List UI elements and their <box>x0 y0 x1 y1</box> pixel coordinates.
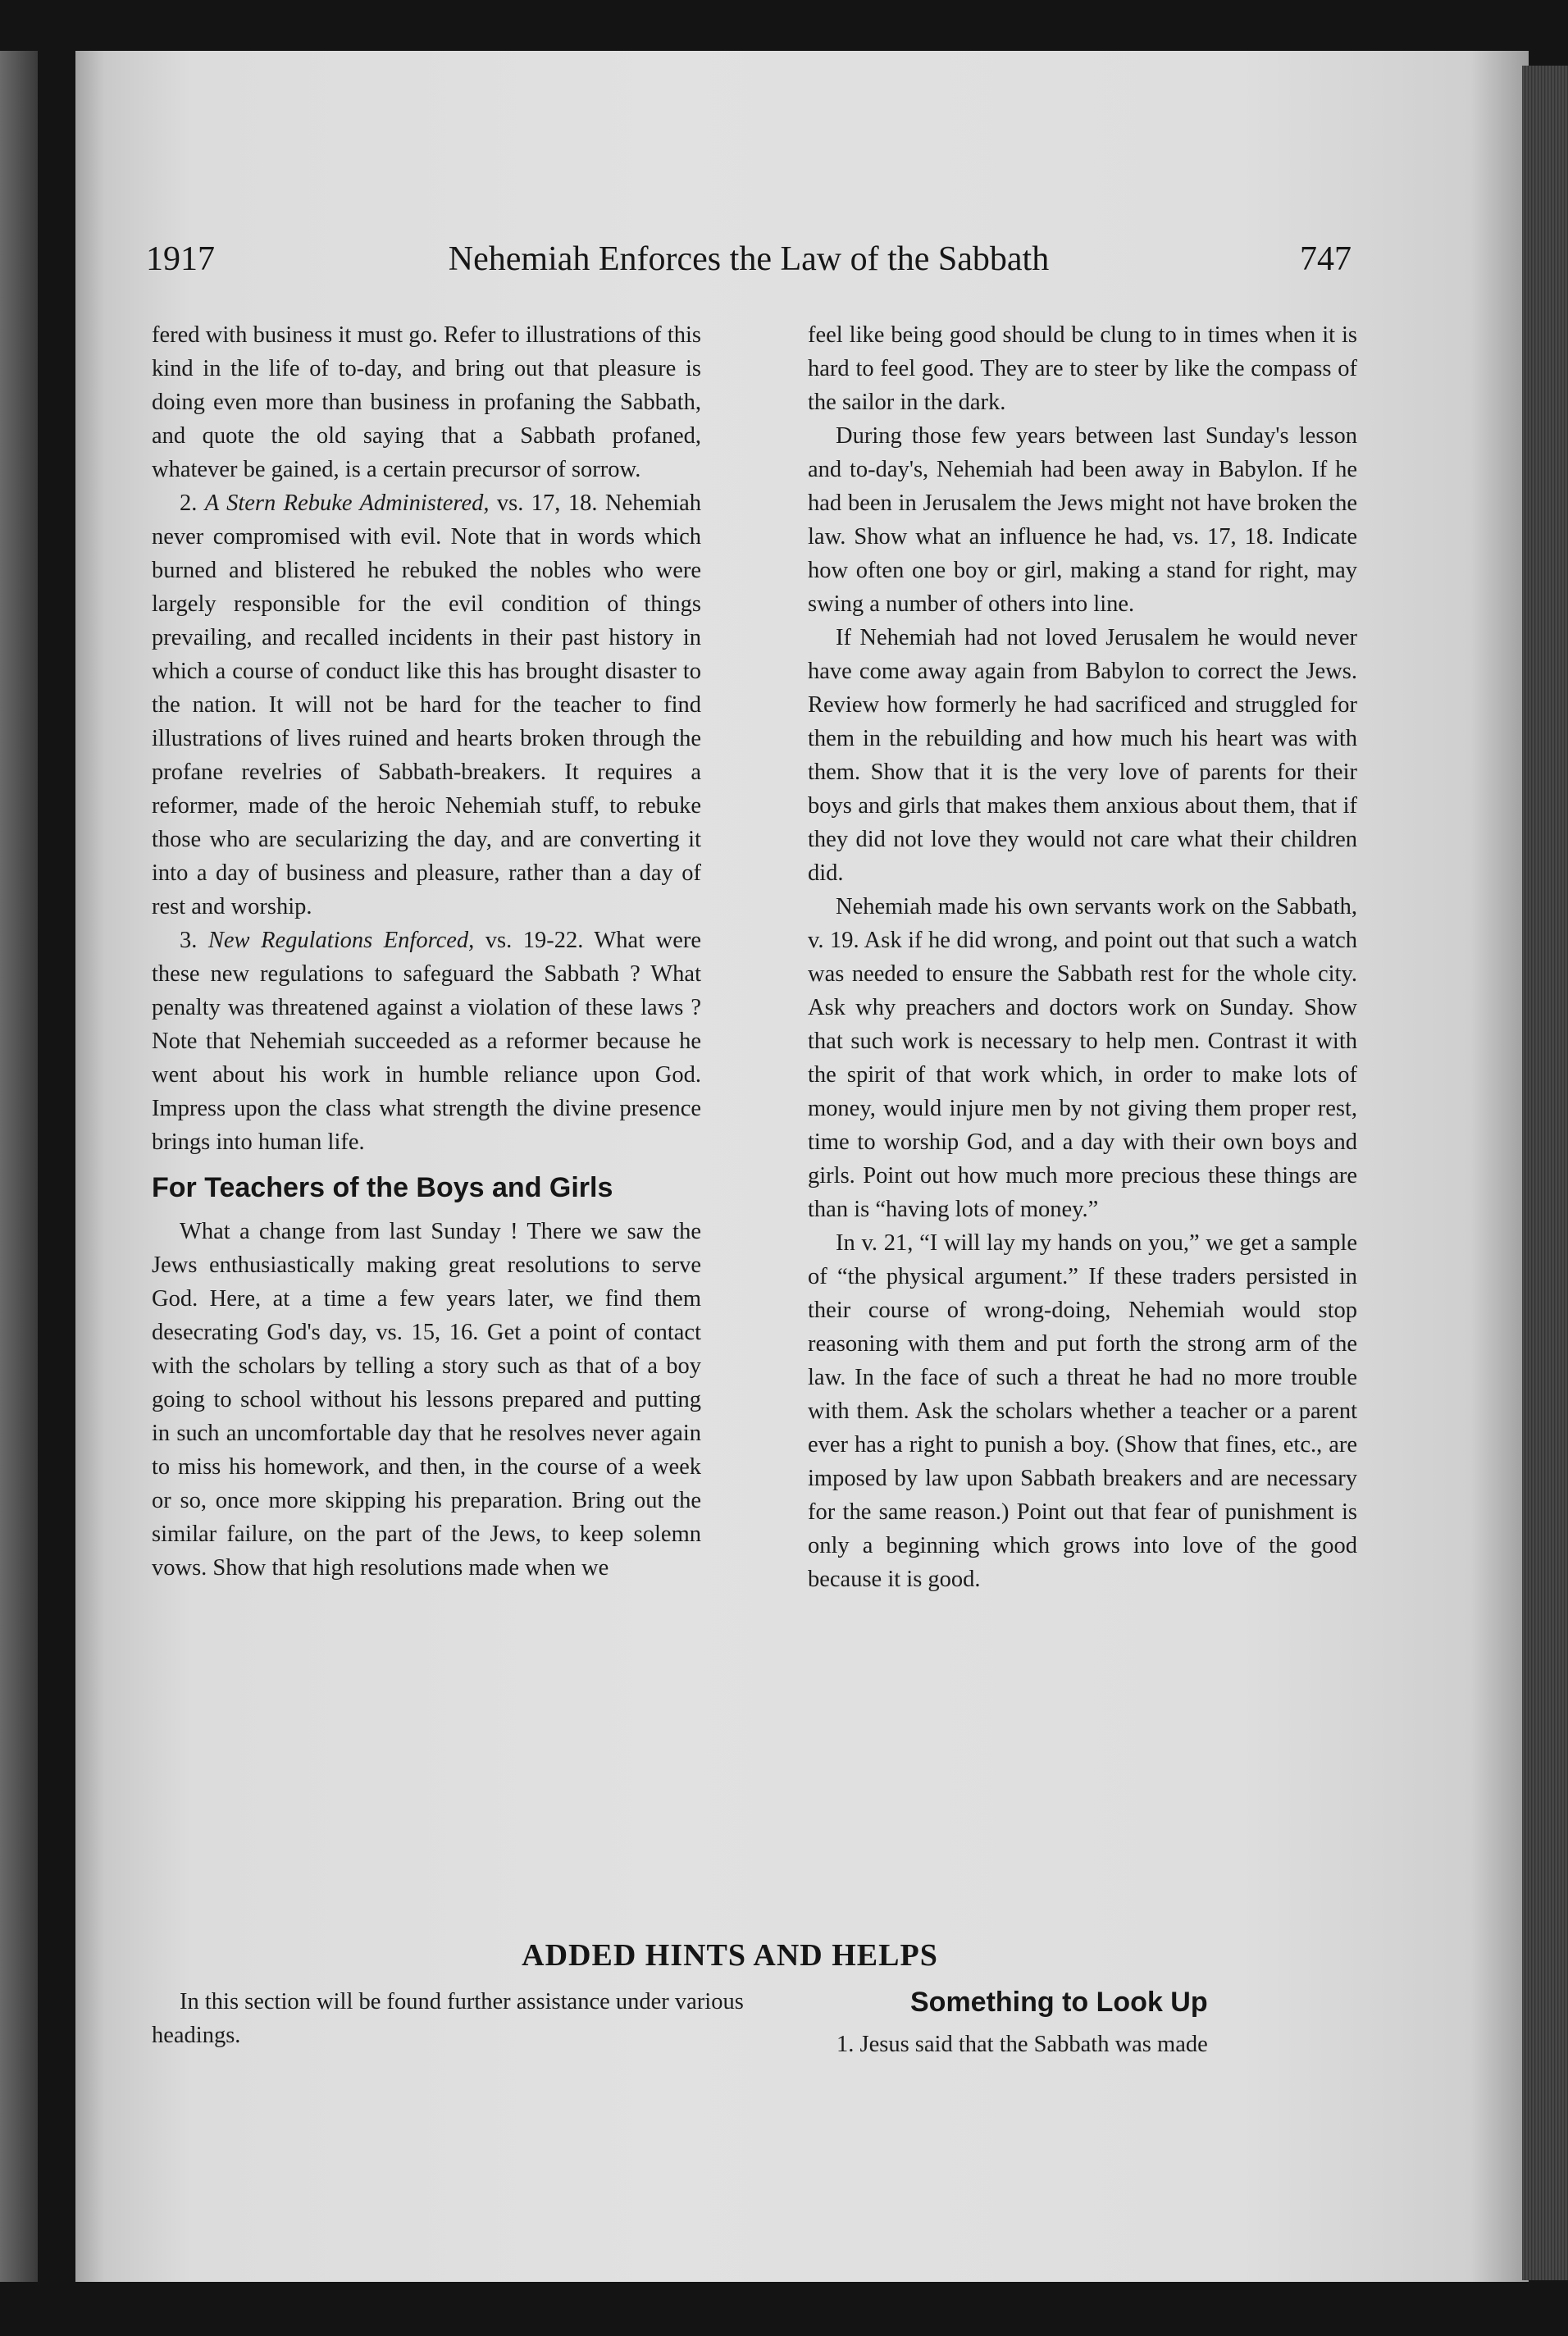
item-title: A Stern Rebuke Administered, <box>204 490 490 516</box>
paragraph: What a change from last Sunday ! There we saw the Jews enthusiastically making great resolutions to serve God. Here, at a time a few years later, we find them desecrating God's day, vs. 15, 16. Get a point of contact with the scholars by telling a story such as that of a boy going to school without his lessons prepared and putting in such an uncomfortable day that he resolves never again to miss his homework, and then, in the course of a week or so, once more skipping his preparation. Bring out the similar failure, on the part of the Jews, to keep solemn vows. Show that high resolutions made when we <box>152 1219 701 1581</box>
paragraph: During those few years between last Sunday's lesson and to-day's, Nehemiah had been away in Babylon. If he had been in Jerusalem the Jews might not have broken the law. Show what an influence he had, vs. 17, 18. Indicate how often one boy or girl, making a stand for right, may swing a number of others into line. <box>808 423 1357 617</box>
item-text: vs. 19-22. What were these new regulations to safeguard the Sabbath ? What penalty was threatened against a violation of these laws ? Note that Nehemiah succeeded as a reformer because he went about his work in humble reliance upon God. Impress upon the class what strength the divine presence brings into human life. <box>152 928 701 1155</box>
paragraph-stern-rebuke <box>152 486 701 924</box>
header-year: 1917 <box>146 240 215 278</box>
added-hints-title: ADDED HINTS AND HELPS <box>522 1938 938 1973</box>
item-text: vs. 17, 18. Nehemiah never compromised with evil. Note that in words which burned and blistered he rebuked the nobles who were largely responsible for the evil condition of things prevailing, and recalled incidents in their past history in which a course of conduct like this has brought disaster to the nation. It will not be hard for the teacher to find illustrations of lives ruined and hearts broken through the profane revelries of Sabbath-breakers. It requires a reformer, made of the heroic Nehemiah stuff, to rebuke those who are secularizing the day, and are converting it into a day of business and pleasure, rather than a day of rest and worship. <box>152 490 702 919</box>
right-column <box>808 318 1357 1596</box>
paragraph: In v. 21, “I will lay my hands on you,” we get a sample of “the physical argument.” If these traders persisted in their course of wrong-doing, Nehemiah would stop reasoning with them and put forth the strong arm of the law. In the face of such a threat he had no more trouble with them. Ask the scholars whether a teacher or a parent ever has a right to punish a boy. (Show that fines, etc., are imposed by law upon Sabbath breakers and are necessary for the same reason.) Point out that fear of punishment is only a beginning which grows into love of the good because it is good. <box>808 1230 1357 1592</box>
item-title: New Regulations Enforced, <box>207 928 475 953</box>
paragraph: fered with business it must go. Refer to illustrations of this kind in the life of to-day, and bring out that pleasure is doing even more than business in profaning the Sabbath, and quote the old saying that a Sabbath profaned, whatever be gained, is a certain precursor of sorrow. <box>152 322 701 482</box>
item-number: 3. <box>180 928 198 953</box>
book-spine-edge <box>1522 66 1568 2280</box>
paragraph: Nehemiah made his own servants work on the Sabbath, v. 19. Ask if he did wrong, and point out that such a watch was needed to ensure the Sabbath rest for the whole city. Ask why preachers and doctors work on Sunday. Show that such work is necessary to help men. Contrast it with the spirit of that work which, in order to make lots of money, would injure men by not giving them proper rest, time to worship God, and a day with their own boys and girls. Point out how much more precious these things are than is “having lots of money.” <box>808 894 1357 1222</box>
paragraph-new-regulations <box>152 924 701 1159</box>
running-header <box>146 240 1351 297</box>
paragraph: In this section will be found further assistance under various headings. <box>152 1989 744 2048</box>
page-number: 747 <box>1300 240 1351 278</box>
paragraph: feel like being good should be clung to in times when it is hard to feel good. They are to steer by like the compass of the sailor in the dark. <box>808 322 1357 415</box>
left-column <box>152 318 701 1585</box>
sub-heading: Something to Look Up <box>910 1987 1208 2018</box>
list-item: 1. Jesus said that the Sabbath was made <box>836 2032 1208 2057</box>
header-title: Nehemiah Enforces the Law of the Sabbath <box>448 240 1050 278</box>
item-number: 2. <box>180 490 198 516</box>
added-hints-intro <box>152 1985 775 2052</box>
section-heading: For Teachers of the Boys and Girls <box>152 1172 613 1203</box>
paragraph: If Nehemiah had not loved Jerusalem he would never have come away again from Babylon to correct the Jews. Review how formerly he had sacrificed and struggled for them in the rebuilding and how much his heart was with them. Show that it is the very love of parents for their boys and girls that makes them anxious about them, that if they did not love they would not care what their children did. <box>808 625 1357 886</box>
